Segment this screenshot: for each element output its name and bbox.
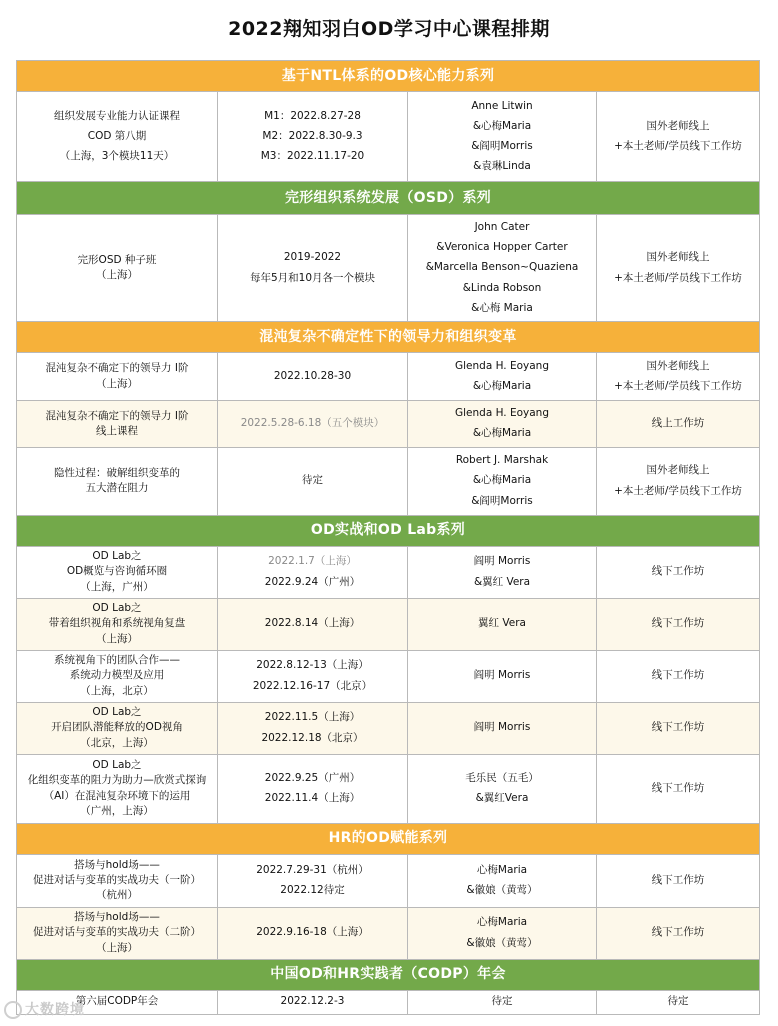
course-line: （上海，北京） [80,684,154,697]
course-line: 促进对话与变革的实战功夫（一阶） [33,873,201,886]
watermark [4,999,85,1019]
format-cell [597,447,760,515]
teachers-line: Glenda H. Eoyang [454,407,550,420]
teachers-line: 心梅Maria [476,916,528,929]
teachers-cell [408,215,597,322]
format-cell [597,650,760,702]
format-cell [597,754,760,823]
course-line: OD Lab之 [92,706,142,719]
course-name-cell [17,353,218,401]
course-line: OD Lab之 [92,602,142,615]
format-line: 国外老师线上 [646,359,710,372]
course-line: 线上课程 [96,424,138,437]
format-line: 线下工作坊 [651,781,705,794]
dates-line: 2022.8.12-13（上海） [256,659,369,672]
format-cell [597,92,760,182]
teachers-cell [408,546,597,598]
page-title: 2022翔知羽白OD学习中心课程排期 [228,18,550,40]
dates-line: M2：2022.8.30-9.3 [262,129,363,142]
teachers-line: &翼红Vera [475,792,529,805]
section-title: OD实战和OD Lab系列 [17,515,760,546]
dates-line: 2022.9.25（广州） [264,771,361,784]
dates-line: 2022.9.16-18（上海） [256,926,369,939]
course-line: 完形OSD 种子班 [77,253,157,266]
course-line: 化组织变革的阻力为助力—欣赏式探询 [27,774,207,787]
course-line: 开启团队潜能释放的OD视角 [51,721,183,734]
teachers-line: 阎明 Morris [473,555,531,568]
course-line: 搭场与hold场—— [74,858,160,871]
course-dates-cell [218,990,408,1014]
table-row [17,907,760,959]
teachers-cell [408,650,597,702]
course-line: （上海） [96,941,138,954]
section-header [17,515,760,546]
table-row [17,990,760,1014]
teachers-line: &心梅Maria [472,427,532,440]
course-line: （上海） [96,632,138,645]
format-line: 国外老师线上 [646,119,710,132]
table-row [17,754,760,823]
dates-line: 2022.11.5（上海） [264,711,361,724]
teachers-line: &心梅Maria [472,474,532,487]
teachers-line: &Linda Robson [462,281,542,294]
table-row [17,447,760,515]
format-cell [597,215,760,322]
course-dates-cell [218,702,408,754]
teachers-cell [408,401,597,447]
course-line: （上海） [96,377,138,390]
format-cell [597,854,760,907]
format-line: 线上工作坊 [651,417,705,430]
teachers-line: &心梅Maria [472,119,532,132]
course-line: 系统视角下的团队合作—— [54,654,180,667]
course-line: OD Lab之 [92,550,142,563]
teachers-line: &阎明Morris [471,140,533,152]
teachers-line: Robert J. Marshak [455,454,549,467]
course-name-cell [17,546,218,598]
course-dates-cell [218,650,408,702]
section-header [17,959,760,990]
course-name-cell [17,215,218,322]
dates-line: M3：2022.11.17-20 [260,150,365,163]
course-line: 促进对话与变革的实战功夫（二阶） [33,926,201,939]
table-row [17,854,760,907]
teachers-cell [408,990,597,1014]
course-dates-cell [218,401,408,447]
course-line: （北京，上海） [80,736,154,749]
format-line: +本土老师/学员线下工作坊 [614,140,742,152]
teachers-line: 心梅Maria [476,863,528,876]
course-line: 带着组织视角和系统视角复盘 [48,617,186,630]
dates-line: 2022.11.4（上海） [264,792,361,805]
schedule-table [16,60,760,1015]
teachers-cell [408,754,597,823]
teachers-line: &心梅 Maria [471,301,533,314]
teachers-line: 翼红 Vera [478,617,526,630]
format-line: 待定 [667,995,689,1008]
format-cell [597,702,760,754]
dates-line: 2022.5.28-6.18（五个模块） [240,417,385,430]
teachers-cell [408,447,597,515]
teachers-line: Anne Litwin [471,99,533,112]
course-line: 搭场与hold场—— [74,911,160,924]
section-header [17,61,760,92]
format-cell [597,546,760,598]
teachers-line: 阎明 Morris [473,669,531,682]
course-dates-cell [218,907,408,959]
teachers-line: John Cater [474,221,530,233]
teachers-cell [408,598,597,650]
course-line: 混沌复杂不确定下的领导力 I阶 [45,362,189,375]
course-dates-cell [218,754,408,823]
teachers-cell [408,907,597,959]
format-cell [597,353,760,401]
course-line: OD Lab之 [92,759,142,772]
dates-line: 2022.12待定 [280,884,345,897]
course-line: 五大潜在阻力 [85,482,149,495]
teachers-cell [408,702,597,754]
section-header [17,182,760,215]
dates-line: 2022.12.18（北京） [261,731,364,744]
teachers-line: &心梅Maria [472,380,532,393]
format-line: 线下工作坊 [651,721,705,734]
dates-line: 2022.10.28-30 [273,369,352,382]
course-name-cell [17,650,218,702]
format-line: +本土老师/学员线下工作坊 [614,271,742,284]
teachers-line: 毛乐民（五毛） [465,771,539,784]
course-name-cell [17,754,218,823]
format-line: 线下工作坊 [651,565,705,578]
dates-line: 2022.1.7（上海） [268,555,357,568]
course-dates-cell [218,353,408,401]
watermark-logo-icon [4,1001,22,1019]
format-line: +本土老师/学员线下工作坊 [614,380,742,393]
course-line: （上海，广州） [80,580,154,593]
dates-line: 2022.12.2-3 [280,995,345,1008]
format-line: +本土老师/学员线下工作坊 [614,484,742,497]
teachers-cell [408,353,597,401]
dates-line: M1：2022.8.27-28 [264,109,361,122]
teachers-cell [408,854,597,907]
section-title: 混沌复杂不确定性下的领导力和组织变革 [17,322,760,353]
course-line: （广州，上海） [80,804,154,817]
course-name-cell [17,907,218,959]
table-row [17,598,760,650]
course-dates-cell [218,215,408,322]
course-name-cell [17,854,218,907]
teachers-line: &徽娘（黄莺） [466,884,538,897]
format-cell [597,907,760,959]
section-title: 完形组织系统发展（OSD）系列 [17,182,760,215]
course-line: 系统动力模型及应用 [69,669,165,682]
format-line: 线下工作坊 [651,669,705,682]
course-dates-cell [218,598,408,650]
dates-line: 2022.12.16-17（北京） [252,679,373,692]
teachers-line: &阎明Morris [471,494,533,507]
section-title: HR的OD赋能系列 [17,823,760,854]
watermark-text: 大数跨境 [25,1002,85,1018]
dates-line: 2022.9.24（广州） [264,575,361,588]
course-line: COD 第八期 [87,129,147,142]
course-name-cell [17,447,218,515]
course-name-cell [17,598,218,650]
section-header [17,823,760,854]
course-line: （上海） [96,269,138,282]
course-dates-cell [218,546,408,598]
teachers-cell [408,92,597,182]
course-line: （杭州） [96,889,138,902]
dates-line: 2022.7.29-31（杭州） [256,863,369,876]
table-row [17,215,760,322]
course-name-cell [17,401,218,447]
teachers-line: &Veronica Hopper Carter [436,241,568,254]
course-line: OD概览与咨询循环圈 [66,565,168,578]
course-line: 第六届CODP年会 [75,995,159,1008]
format-cell [597,990,760,1014]
course-line: （AI）在混沌复杂环境下的运用 [43,789,191,802]
course-dates-cell [218,854,408,907]
table-row [17,353,760,401]
course-name-cell [17,702,218,754]
course-line: 混沌复杂不确定下的领导力 I阶 [45,409,189,422]
table-row [17,92,760,182]
section-title: 中国OD和HR实践者（CODP）年会 [17,959,760,990]
table-row [17,401,760,447]
format-cell [597,598,760,650]
format-line: 国外老师线上 [646,251,710,264]
table-row [17,702,760,754]
section-title: 基于NTL体系的OD核心能力系列 [17,61,760,92]
teachers-line: &徽娘（黄莺） [466,936,538,949]
format-line: 线下工作坊 [651,926,705,939]
teachers-line: &翼红 Vera [473,575,531,588]
course-line: 组织发展专业能力认证课程 [54,109,180,122]
dates-line: 待定 [302,474,323,487]
course-line: 隐性过程：破解组织变革的 [54,466,180,479]
table-row [17,546,760,598]
course-line: （上海，3个模块11天） [59,150,175,163]
format-line: 线下工作坊 [651,873,705,886]
teachers-line: &Marcella Benson~Quaziena [425,261,579,274]
table-row [17,650,760,702]
dates-line: 每年5月和10月各一个模块 [249,271,376,284]
dates-line: 2019-2022 [283,251,342,264]
teachers-line: 阎明 Morris [473,721,531,734]
dates-line: 2022.8.14（上海） [264,617,361,630]
format-line: 线下工作坊 [651,617,705,630]
section-header [17,322,760,353]
teachers-line: 待定 [491,995,513,1008]
teachers-line: Glenda H. Eoyang [454,359,550,372]
format-line: 国外老师线上 [646,464,710,477]
format-cell [597,401,760,447]
course-dates-cell [218,447,408,515]
teachers-line: &袁琳Linda [473,160,531,173]
course-dates-cell [218,92,408,182]
course-name-cell [17,92,218,182]
